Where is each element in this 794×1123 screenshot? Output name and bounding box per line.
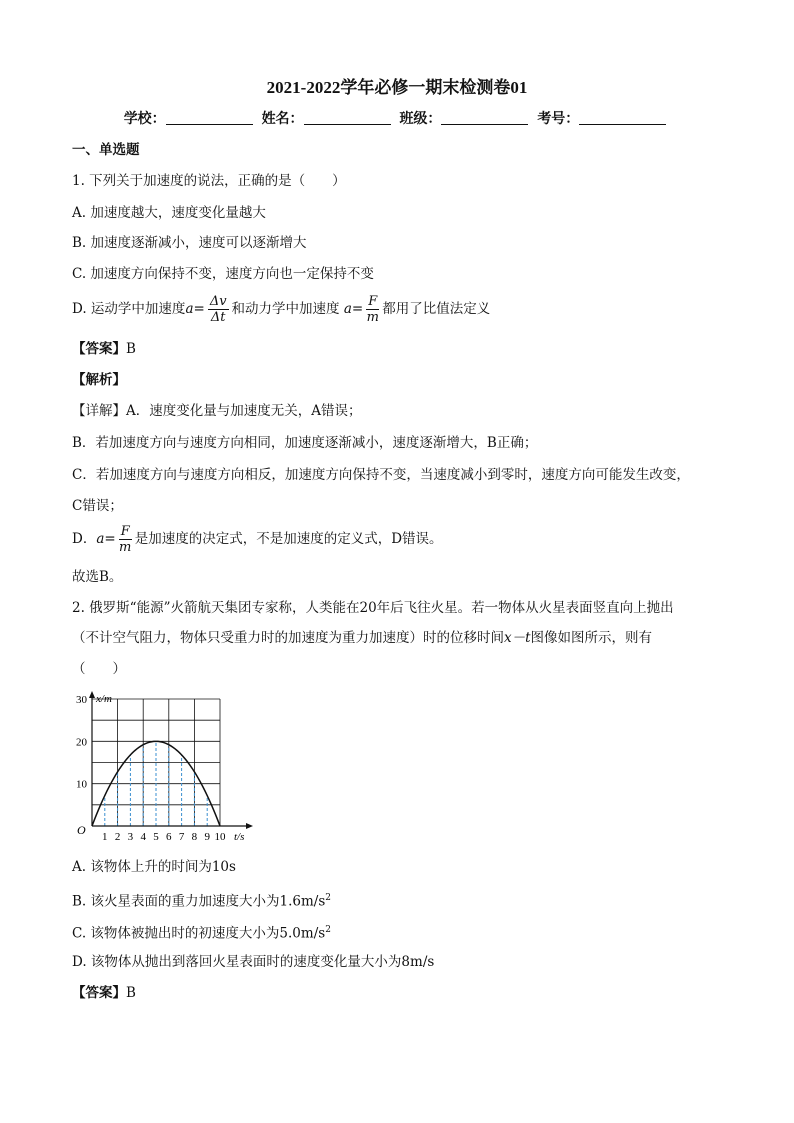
q1-detail-b: B．若加速度方向与速度方向相同，加速度逐渐减小，速度逐渐增大，B正确； <box>72 435 538 451</box>
q1-stem: 1. 下列关于加速度的说法，正确的是（ ） <box>72 173 346 189</box>
detail-formula-f: F <box>120 524 130 539</box>
q2-answer <box>72 984 136 1002</box>
q2-stem-3: （ ） <box>72 661 126 677</box>
formula-dv: Δv <box>209 294 227 309</box>
q2-stem-2 <box>72 629 652 647</box>
q2-answer-label: 【答案】 <box>72 985 126 1001</box>
detail-label: 【详解】 <box>72 403 126 419</box>
xt-chart <box>66 690 266 850</box>
x-tick-10: 10 <box>214 831 226 843</box>
class-label: 班级： <box>399 111 442 127</box>
x-tick-6: 6 <box>166 831 172 843</box>
school-blank[interactable] <box>166 110 253 125</box>
detail-d-suffix: 是加速度的决定式，不是加速度的定义式，D错误。 <box>134 531 443 547</box>
q1-option-d <box>72 292 490 326</box>
q2-answer-value: B <box>126 985 136 1001</box>
student-info-row <box>0 108 794 128</box>
y-tick-30: 30 <box>76 694 87 706</box>
q2-option-c <box>72 921 331 943</box>
formula-f-m <box>366 294 379 325</box>
detail-formula-a: a <box>96 531 105 547</box>
x-tick-4: 4 <box>140 831 146 843</box>
x-tick-1: 1 <box>102 831 108 843</box>
q1-option-d-suffix: 都用了比值法定义 <box>382 301 491 317</box>
x-axis-label: t/s <box>234 831 245 843</box>
q2-option-b <box>72 889 331 911</box>
section-heading: 一、单选题 <box>72 142 140 158</box>
y-axis-label: x/m <box>96 693 112 705</box>
page-title: 2021-2022学年必修一期末检测卷01 <box>266 78 528 97</box>
q1-detail-c-2: C错误； <box>72 498 123 514</box>
q1-option-a: A. 加速度越大，速度变化量越大 <box>72 205 266 221</box>
formula-a-symbol-2: a <box>343 301 352 317</box>
name-label: 姓名： <box>261 111 304 127</box>
x-tick-5: 5 <box>153 831 159 843</box>
y-tick-20: 20 <box>76 736 87 749</box>
q2-option-b-text: B. 该火星表面的重力加速度大小为1.6m/s <box>72 893 326 910</box>
detail-d-prefix: D． <box>72 531 97 547</box>
origin-label: O <box>77 823 86 837</box>
x-tick-8: 8 <box>191 831 198 843</box>
q2-option-c-sup: 2 <box>325 925 331 935</box>
formula-equals: = <box>193 301 205 317</box>
y-tick-10: 10 <box>76 778 87 791</box>
school-label: 学校： <box>123 111 166 127</box>
q2-stem-1: 2. 俄罗斯“能源”火箭航天集团专家称，人类能在20年后飞往火星。若一物体从火星表面竖直向上抛出 <box>72 600 674 616</box>
q1-conclusion: 故选B。 <box>72 569 123 585</box>
q2-stem-var: x－t <box>504 630 531 646</box>
q1-detail-a <box>72 402 362 420</box>
q1-option-c: C. 加速度方向保持不变，速度方向也一定保持不变 <box>72 266 374 282</box>
q1-answer <box>72 340 136 358</box>
q2-option-c-text: C. 该物体被抛出时的初速度大小为5.0m/s <box>72 925 326 942</box>
x-tick-9: 9 <box>204 831 210 843</box>
q2-stem-2b: 图像如图所示，则有 <box>530 630 653 646</box>
x-tick-3: 3 <box>127 831 134 843</box>
q2-option-a: A. 该物体上升的时间为10s <box>72 859 236 875</box>
q2-option-d: D. 该物体从抛出到落回火星表面时的速度变化量大小为8m/s <box>72 954 435 970</box>
q1-detail-c-1: C．若加速度方向与速度方向相反，加速度方向保持不变，当速度减小到零时，速度方向可能发生改变， <box>72 467 690 483</box>
q2-option-b-sup: 2 <box>325 893 331 903</box>
q1-option-d-prefix: D. 运动学中加速度 <box>72 301 186 317</box>
detail-formula-eq: = <box>104 531 116 547</box>
detail-a-text: A．速度变化量与加速度无关，A错误； <box>126 403 362 419</box>
class-blank[interactable] <box>441 110 528 125</box>
exam-no-label: 考号： <box>537 111 580 127</box>
q2-stem-2a: （不计空气阻力，物体只受重力时的加速度为重力加速度）时的位移时间 <box>72 630 504 646</box>
chart-labels <box>76 693 244 843</box>
chart-grid <box>92 699 220 826</box>
detail-formula-f-m <box>119 524 132 555</box>
x-tick-2: 2 <box>114 831 121 843</box>
formula-m: m <box>366 310 379 325</box>
answer-label: 【答案】 <box>72 341 126 357</box>
q1-detail-d <box>72 522 443 556</box>
detail-formula-m: m <box>119 540 132 555</box>
answer-value: B <box>126 341 136 357</box>
formula-dt: Δt <box>210 310 226 325</box>
y-axis-arrow <box>89 691 95 698</box>
q1-option-b: B. 加速度逐渐减小，速度可以逐渐增大 <box>72 235 307 251</box>
x-tick-7: 7 <box>178 831 185 843</box>
formula-dv-dt <box>208 294 229 325</box>
name-blank[interactable] <box>304 110 391 125</box>
formula-f: F <box>368 294 378 309</box>
formula-equals-2: = <box>351 301 364 317</box>
x-axis-arrow <box>246 823 253 829</box>
formula-a-symbol: a <box>185 301 194 317</box>
q1-option-d-mid: 和动力学中加速度 <box>231 301 340 317</box>
q1-analysis-label: 【解析】 <box>72 372 126 388</box>
exam-no-blank[interactable] <box>579 110 666 125</box>
chart-axes <box>89 691 253 829</box>
